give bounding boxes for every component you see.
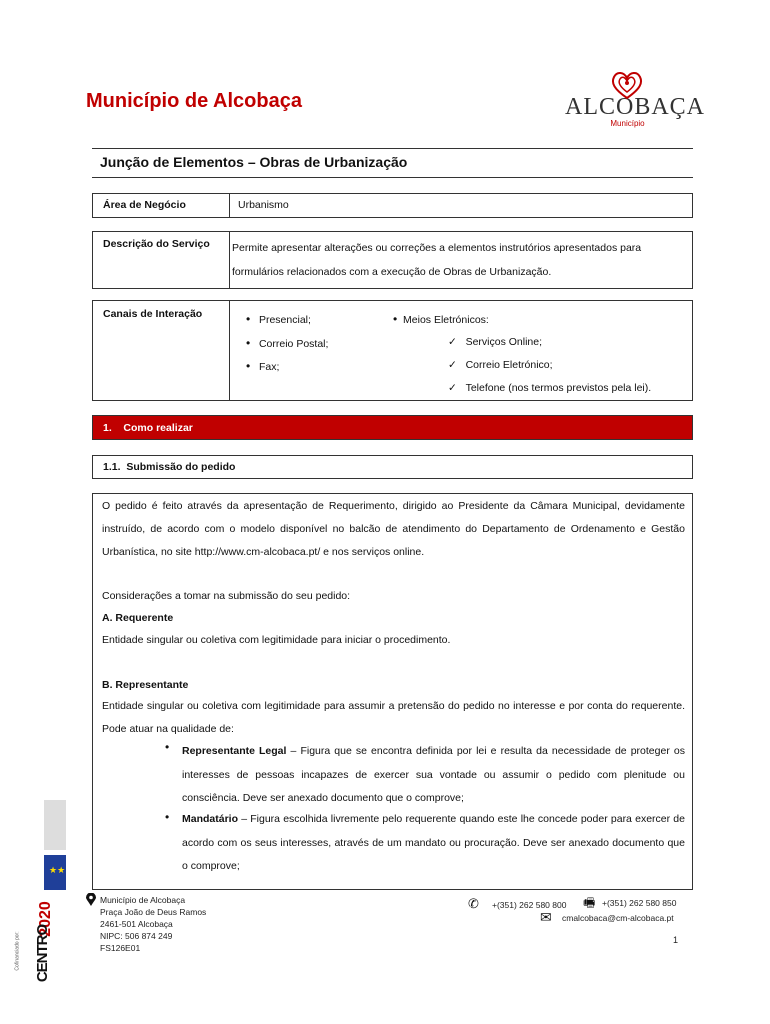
check-icon: ✓: [448, 382, 457, 394]
description-value: Permite apresentar alterações ou correções a elementos instrutórios apresentados para formulários relacionados com a execução de Obras de Urbanização.: [230, 232, 693, 289]
portugal2020-logo: 2020: [36, 901, 54, 937]
description-label: Descrição do Serviço: [93, 232, 230, 289]
channels-right-title: • Meios Eletrónicos:: [393, 312, 489, 326]
channel-item: • Presencial;: [246, 312, 311, 326]
area-value: Urbanismo: [230, 194, 693, 218]
paragraph-requerente: Entidade singular ou coletiva com legitimidade para iniciar o procedimento.: [102, 634, 451, 646]
document-title: Junção de Elementos – Obras de Urbanização: [100, 154, 408, 170]
alcobaca-logo: [565, 70, 706, 132]
footer-email: cmalcobaca@cm-alcobaca.pt: [562, 913, 674, 923]
section-how-to: 1. Como realizar: [92, 415, 693, 440]
area-label: Área de Negócio: [93, 194, 230, 218]
channel-item: ✓ Telefone (nos termos previstos pela lei).: [448, 382, 652, 394]
footer-address: Município de Alcobaça Praça João de Deus Ramos 2461-501 Alcobaça NIPC: 506 874 249 FS126E01: [100, 895, 207, 953]
heart-logo-icon: [610, 70, 644, 100]
paragraph-considerations: Considerações a tomar na submissão do seu pedido:: [102, 590, 351, 602]
logo-sub: Município: [610, 119, 645, 128]
centro-logo: CENTRO: [34, 924, 52, 983]
email-icon: ✉: [540, 909, 552, 925]
footer-phone: +(351) 262 580 800: [492, 900, 567, 910]
page-number: 1: [673, 935, 679, 945]
channel-item: • Correio Postal;: [246, 335, 329, 350]
paragraph-representante: Entidade singular ou coletiva com legitimidade para assumir a pretensão do pedido no interesse e por conta do requerente. Pode atuar na qualidade de:: [102, 700, 685, 735]
subsection-submission: 1.1. Submissão do pedido: [92, 455, 693, 479]
list-item-mandatario: Mandatário – Figura escolhida livremente pelo requerente quando este lhe concede poder para exercer de acordo com os seus interesses, através de um mandato ou procuração. Deve ser anexado documento que o comprove;: [182, 813, 685, 872]
check-icon: ✓: [448, 336, 457, 348]
bullet: •: [165, 810, 170, 824]
funding-logos: [14, 800, 70, 983]
eu-flag-icon: ★★: [44, 855, 66, 890]
channel-item: • Fax;: [246, 359, 280, 373]
check-icon: ✓: [448, 359, 457, 371]
cofinanced-caption: Cofinanciado por:: [14, 931, 21, 971]
fax-icon: 🖷: [583, 895, 596, 910]
channels-left-list: [246, 308, 328, 379]
bullet: •: [165, 740, 170, 754]
phone-icon: ✆: [468, 896, 479, 911]
paragraph-intro: O pedido é feito através da apresentação de Requerimento, dirigido ao Presidente da Câmara Municipal, devidamente instruído, de acordo com o modelo disponível no balcão de atendimento do Departamento de Ordenamento e Gestão Urbanística, no site http://www.cm-alcobaca.pt/ e nos serviços online.: [102, 500, 685, 558]
logo-word: ALCOBAÇA: [565, 94, 706, 120]
municipality-title: Município de Alcobaça: [86, 90, 302, 112]
location-pin-icon: [86, 893, 96, 909]
list-item-legal: Representante Legal – Figura que se encontra definida por lei e resulta da necessidade de proteger os interesses de pessoas incapazes de exercer sua vontade ou assumir o pedido com plenitude ou consciência. Deve ser anexado documento que o comprove;: [182, 745, 685, 804]
heading-representante: B. Representante: [102, 679, 189, 691]
channels-label: Canais de Interação: [93, 301, 230, 401]
channel-item: ✓ Correio Eletrónico;: [448, 359, 553, 371]
description-table: [92, 231, 693, 289]
area-table: [92, 193, 693, 218]
channel-item: ✓ Serviços Online;: [448, 336, 543, 348]
heading-requerente: A. Requerente: [102, 612, 174, 624]
channels-right-list: [448, 331, 651, 400]
program-logo: [44, 800, 66, 850]
footer-fax: +(351) 262 580 850: [602, 898, 677, 908]
